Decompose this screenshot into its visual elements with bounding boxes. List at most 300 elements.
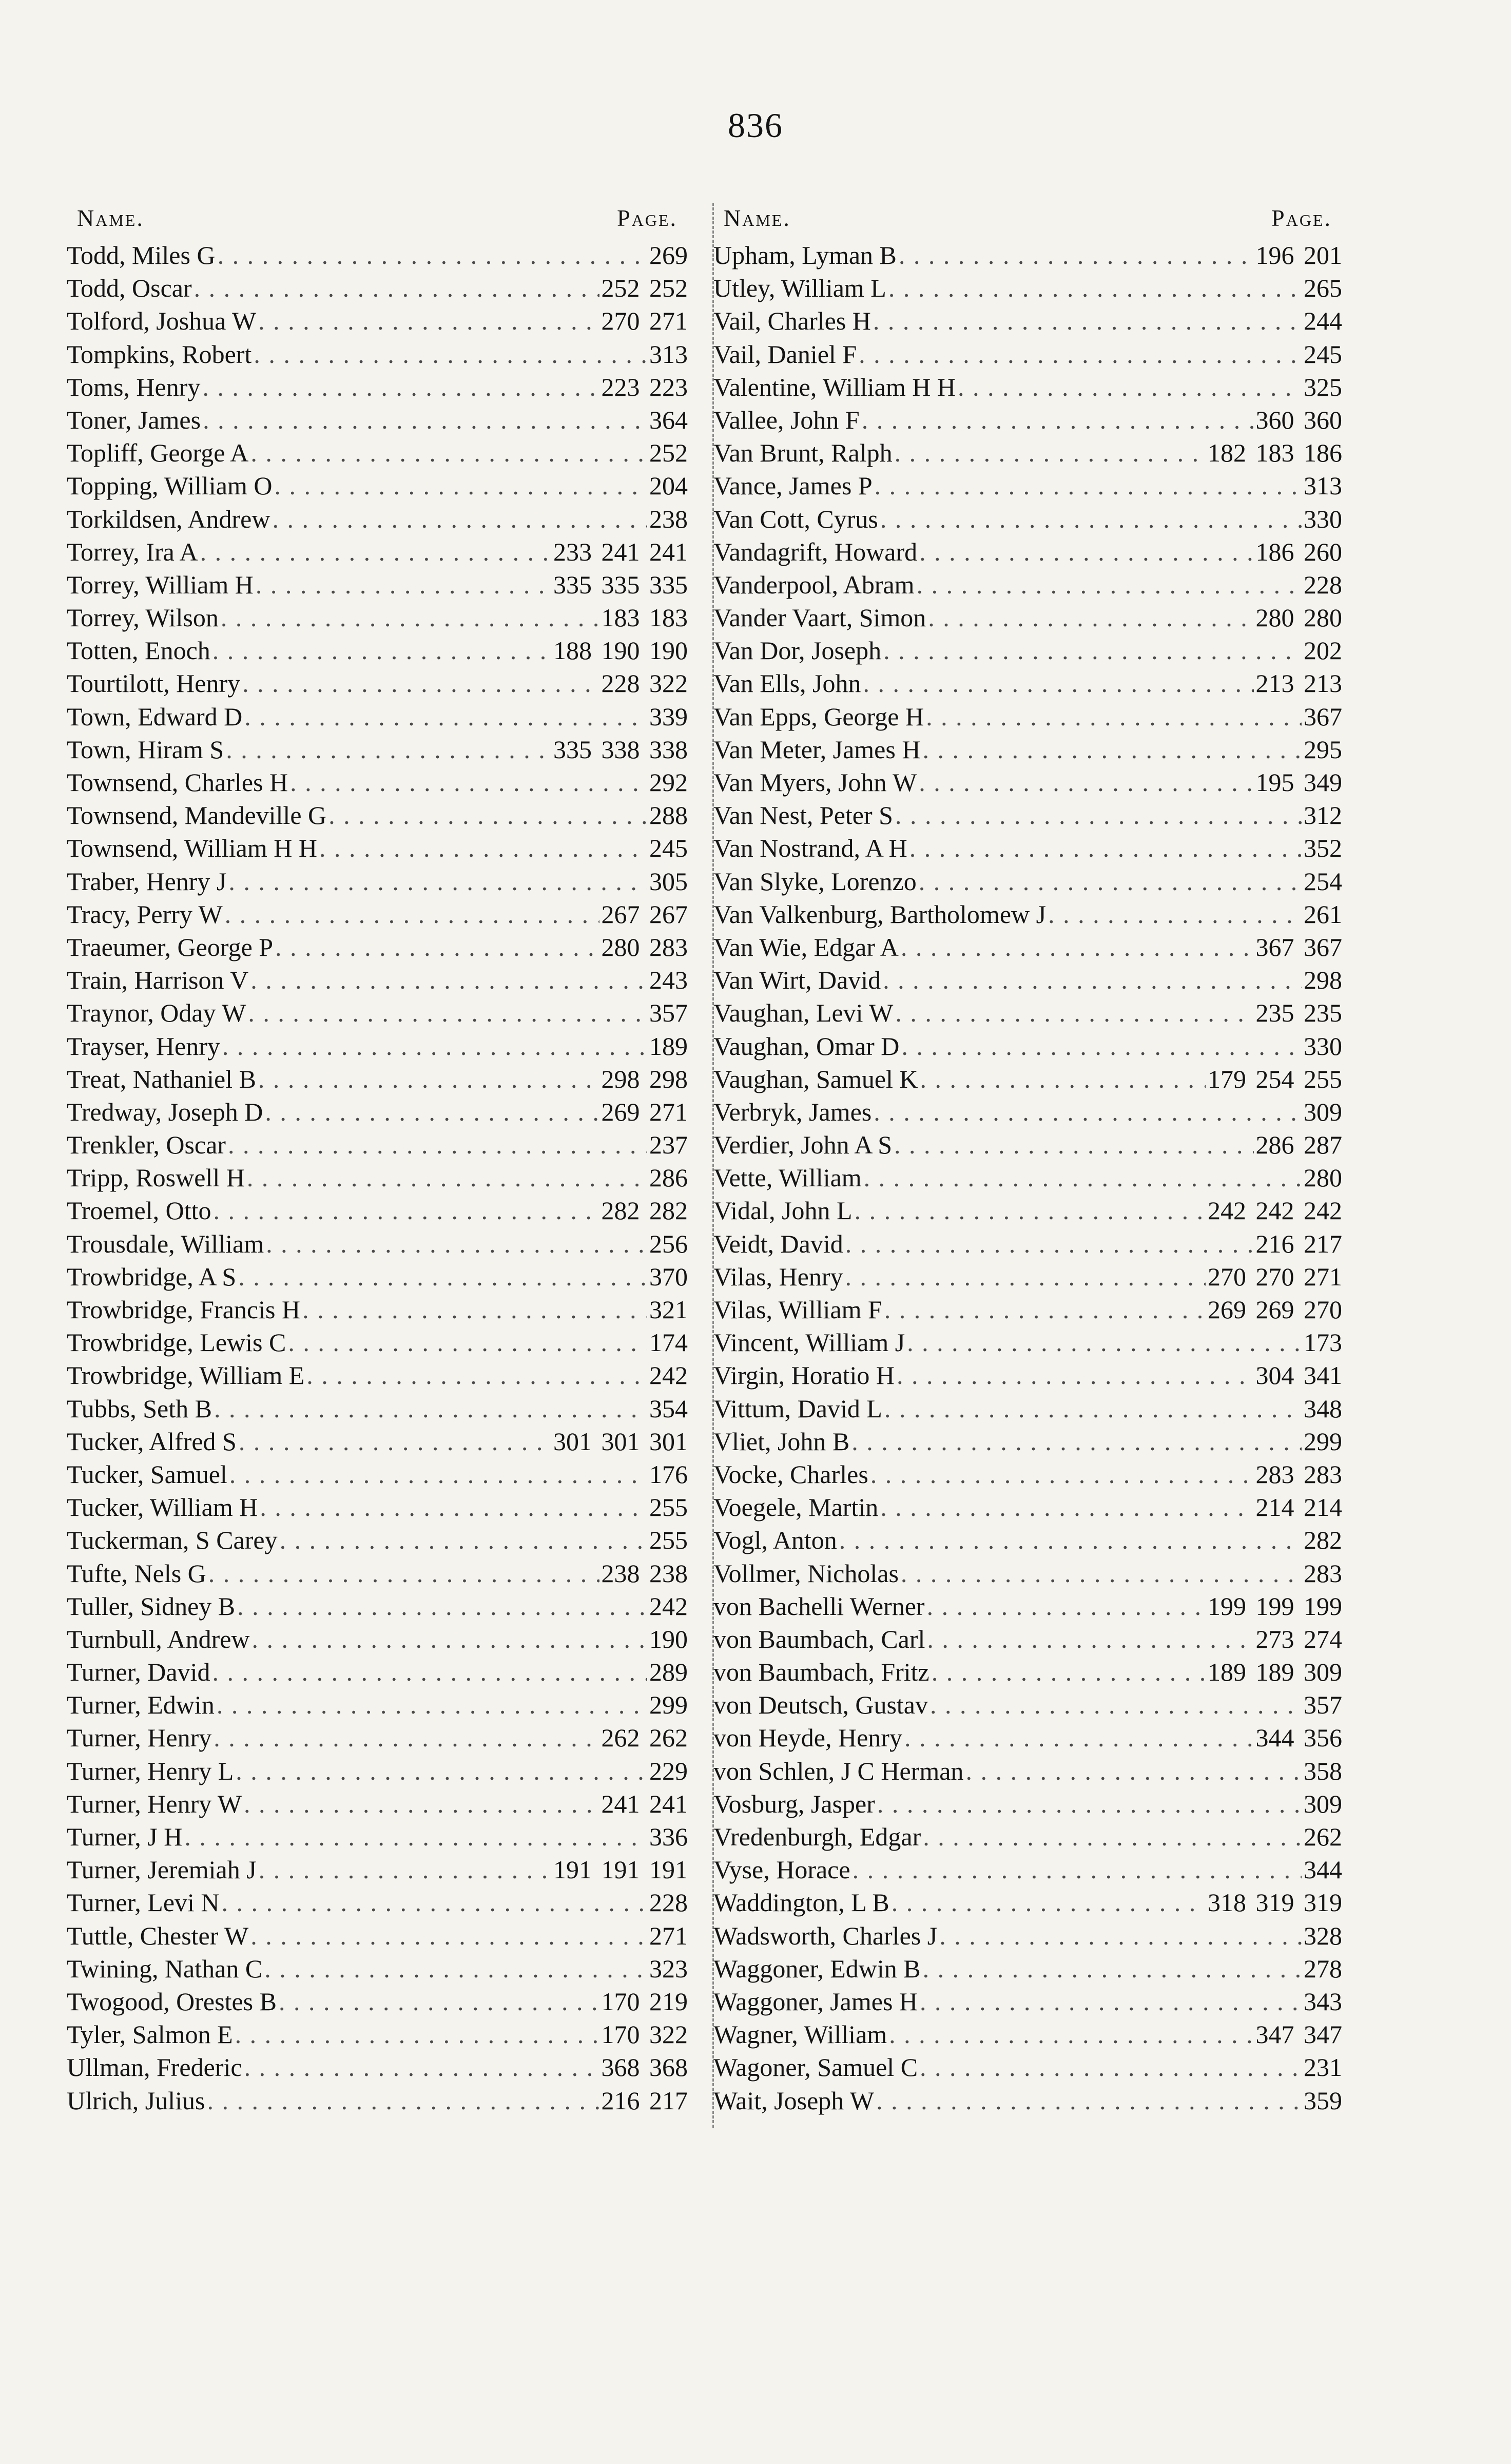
dot-leader <box>208 1557 599 1590</box>
index-entry <box>67 469 688 502</box>
entry-name: Waddington, L B <box>713 1888 889 1917</box>
entry-name: Vallee, John F <box>713 405 860 434</box>
index-entry <box>713 338 1342 371</box>
entry-name: Townsend, William H H <box>67 834 317 863</box>
index-entry <box>67 503 688 535</box>
entry-name: Vocke, Charles <box>713 1459 868 1489</box>
dot-leader <box>880 1491 1253 1524</box>
index-entry <box>67 272 688 304</box>
entry-name: Tracy, Perry W <box>67 899 223 929</box>
index-entry <box>713 1359 1342 1392</box>
entry-pages: 295 <box>1304 735 1342 764</box>
entry-name: Van Myers, John W <box>713 768 917 797</box>
entry-name: Virgin, Horatio H <box>713 1361 895 1390</box>
index-entry <box>713 1425 1342 1458</box>
entry-name: Vogl, Anton <box>713 1526 837 1555</box>
index-entry <box>67 1458 688 1491</box>
dot-leader <box>875 469 1302 502</box>
dot-leader <box>920 1063 1206 1095</box>
dot-leader <box>212 1656 647 1688</box>
dot-leader <box>244 700 647 733</box>
left-entry-list <box>67 239 688 2117</box>
index-entry <box>713 1952 1342 1985</box>
entry-pages: 196 201 <box>1255 241 1342 270</box>
entry-pages: 243 <box>649 966 688 995</box>
index-entry <box>67 898 688 931</box>
entry-pages: 304 341 <box>1255 1361 1342 1390</box>
entry-pages: 298 <box>1304 966 1342 995</box>
entry-pages: 255 <box>649 1493 688 1522</box>
entry-name: Train, Harrison V <box>67 966 249 995</box>
index-entry <box>67 1425 688 1458</box>
index-entry <box>67 931 688 964</box>
entry-name: Van Brunt, Ralph <box>713 438 893 468</box>
entry-pages: 298 298 <box>601 1064 688 1093</box>
index-entry <box>713 1063 1342 1095</box>
entry-name: Tuttle, Chester W <box>67 1921 249 1950</box>
dot-leader <box>927 1590 1206 1623</box>
index-entry <box>713 1128 1342 1161</box>
entry-pages: 357 <box>649 998 688 1028</box>
entry-name: Vilas, William F <box>713 1295 882 1324</box>
entry-name: Topping, William O <box>67 471 273 500</box>
dot-leader <box>221 601 599 634</box>
dot-leader <box>247 1161 647 1194</box>
dot-leader <box>229 1458 647 1491</box>
entry-pages: 344 <box>1304 1855 1342 1884</box>
index-entry <box>67 1853 688 1886</box>
entry-name: Traeumer, George P <box>67 932 274 961</box>
index-entry <box>713 1030 1342 1063</box>
entry-pages: 330 <box>1304 504 1342 533</box>
entry-name: Torkildsen, Andrew <box>67 504 270 533</box>
entry-name: Wadsworth, Charles J <box>713 1921 938 1950</box>
dot-leader <box>904 1721 1254 1754</box>
index-entry <box>713 2084 1342 2117</box>
dot-leader <box>864 1161 1302 1194</box>
entry-pages: 347 347 <box>1255 2020 1342 2049</box>
index-entry <box>713 1557 1342 1590</box>
entry-name: Van Dor, Joseph <box>713 636 882 665</box>
index-entry <box>67 1359 688 1392</box>
entry-pages: 216 217 <box>1255 1229 1342 1258</box>
dot-leader <box>923 1820 1302 1853</box>
index-entry <box>713 1590 1342 1623</box>
dot-leader <box>288 1326 647 1359</box>
entry-pages: 321 <box>649 1295 688 1324</box>
entry-name: Vyse, Horace <box>713 1855 850 1884</box>
dot-leader <box>901 1030 1302 1063</box>
dot-leader <box>236 1755 647 1787</box>
dot-leader <box>214 1392 647 1425</box>
index-entry <box>67 865 688 898</box>
dot-leader <box>895 799 1302 832</box>
dot-leader <box>927 1623 1253 1656</box>
dot-leader <box>265 1095 599 1128</box>
index-entry <box>713 1293 1342 1326</box>
entry-pages: 370 <box>649 1262 688 1291</box>
entry-pages: 189 <box>649 1031 688 1061</box>
entry-pages: 233 241 241 <box>553 537 688 566</box>
index-entry <box>67 436 688 469</box>
entry-name: Vilas, Henry <box>713 1262 843 1291</box>
entry-pages: 344 356 <box>1255 1723 1342 1753</box>
dot-leader <box>920 1985 1302 2018</box>
dot-leader <box>225 898 599 931</box>
entry-name: Townsend, Charles H <box>67 768 288 797</box>
entry-pages: 235 235 <box>1255 998 1342 1028</box>
entry-name: Vosburg, Jasper <box>713 1789 875 1818</box>
dot-leader <box>897 1359 1254 1392</box>
dot-leader <box>863 667 1254 700</box>
entry-name: Trousdale, William <box>67 1229 264 1258</box>
index-entry <box>713 1721 1342 1754</box>
index-entry <box>713 700 1342 733</box>
dot-leader <box>884 1293 1206 1326</box>
index-entry <box>67 2051 688 2084</box>
index-entry <box>713 832 1342 864</box>
entry-pages: 336 <box>649 1822 688 1851</box>
dot-leader <box>889 2018 1253 2051</box>
entry-pages: 245 <box>649 834 688 863</box>
index-entry <box>713 766 1342 799</box>
index-entry <box>67 239 688 272</box>
entry-name: Treat, Nathaniel B <box>67 1064 256 1093</box>
entry-pages: 286 <box>649 1163 688 1192</box>
entry-pages: 269 <box>649 241 688 270</box>
dot-leader <box>932 1656 1206 1688</box>
entry-pages: 270 271 <box>601 306 688 336</box>
entry-pages: 241 241 <box>601 1789 688 1818</box>
entry-name: Traynor, Oday W <box>67 998 246 1028</box>
index-entry <box>713 799 1342 832</box>
dot-leader <box>244 1787 599 1820</box>
entry-name: Torrey, Ira A <box>67 537 198 566</box>
entry-name: Tompkins, Robert <box>67 339 252 369</box>
entry-name: Wagner, William <box>713 2020 887 2049</box>
entry-pages: 228 322 <box>601 669 688 698</box>
entry-name: Vance, James P <box>713 471 873 500</box>
entry-name: von Baumbach, Carl <box>713 1624 925 1653</box>
index-entry <box>713 931 1342 964</box>
dot-leader <box>939 1919 1302 1952</box>
entry-pages: 367 367 <box>1255 932 1342 961</box>
index-entry <box>67 1820 688 1853</box>
entry-name: Todd, Miles G <box>67 241 216 270</box>
entry-pages: 199 199 199 <box>1208 1591 1342 1621</box>
entry-name: Van Slyke, Lorenzo <box>713 867 917 896</box>
index-entry <box>67 996 688 1029</box>
entry-name: Vandagrift, Howard <box>713 537 918 566</box>
entry-name: Van Nostrand, A H <box>713 834 907 863</box>
entry-name: Verdier, John A S <box>713 1130 892 1160</box>
index-entry <box>713 503 1342 535</box>
dot-leader <box>874 1095 1302 1128</box>
dot-leader <box>275 931 599 964</box>
entry-name: Toms, Henry <box>67 372 201 401</box>
entry-name: Townsend, Mandeville G <box>67 801 327 830</box>
entry-name: Vail, Charles H <box>713 306 871 336</box>
dot-leader <box>845 1260 1206 1293</box>
entry-pages: 189 189 309 <box>1208 1658 1342 1687</box>
entry-pages: 237 <box>649 1130 688 1160</box>
dot-leader <box>250 1919 647 1952</box>
dot-leader <box>244 2051 599 2084</box>
dot-leader <box>876 2084 1302 2117</box>
entry-name: Voegele, Martin <box>713 1493 879 1522</box>
entry-name: Vincent, William J <box>713 1328 905 1357</box>
dot-leader <box>855 1194 1206 1227</box>
entry-pages: 213 213 <box>1255 669 1342 698</box>
entry-pages: 313 <box>649 339 688 369</box>
dot-leader <box>880 503 1302 535</box>
page-header: Page. <box>1271 205 1332 231</box>
index-entry <box>67 1194 688 1227</box>
dot-leader <box>862 403 1254 436</box>
dot-leader <box>250 964 647 996</box>
dot-leader <box>888 272 1302 304</box>
dot-leader <box>252 1623 647 1656</box>
dot-leader <box>235 2018 599 2051</box>
index-entry <box>713 403 1342 436</box>
entry-name: Tripp, Roswell H <box>67 1163 245 1192</box>
index-entry <box>713 1688 1342 1721</box>
index-entry <box>67 766 688 799</box>
dot-leader <box>920 2051 1302 2084</box>
dot-leader <box>228 865 647 898</box>
dot-leader <box>851 1425 1302 1458</box>
entry-name: Topliff, George A <box>67 438 249 468</box>
entry-pages: 183 183 <box>601 603 688 632</box>
entry-name: Trayser, Henry <box>67 1031 220 1061</box>
entry-pages: 252 252 <box>601 274 688 303</box>
index-entry <box>713 898 1342 931</box>
entry-name: Vredenburgh, Edgar <box>713 1822 921 1851</box>
entry-name: Vaughan, Levi W <box>713 998 894 1028</box>
index-entry <box>67 1524 688 1556</box>
entry-pages: 176 <box>649 1459 688 1489</box>
entry-pages: 229 <box>649 1756 688 1785</box>
entry-pages: 238 <box>649 504 688 533</box>
entry-pages: 330 <box>1304 1031 1342 1061</box>
entry-name: Waggoner, Edwin B <box>713 1954 921 1983</box>
index-entry <box>713 733 1342 766</box>
entry-pages: 242 242 242 <box>1208 1196 1342 1225</box>
dot-leader <box>237 1590 647 1623</box>
entry-pages: 364 <box>649 405 688 434</box>
entry-name: Upham, Lyman B <box>713 241 897 270</box>
index-entry <box>713 1755 1342 1787</box>
entry-name: Valentine, William H H <box>713 372 956 401</box>
left-column <box>67 198 688 2117</box>
entry-pages: 223 223 <box>601 372 688 401</box>
dot-leader <box>290 766 647 799</box>
entry-name: Verbryk, James <box>713 1097 872 1126</box>
entry-name: Todd, Oscar <box>67 274 192 303</box>
entry-pages: 299 <box>649 1690 688 1720</box>
index-entry <box>713 964 1342 996</box>
entry-pages: 335 338 338 <box>553 735 688 764</box>
entry-name: von Heyde, Henry <box>713 1723 902 1753</box>
entry-pages: 202 <box>1304 636 1342 665</box>
entry-name: Van Ells, John <box>713 669 861 698</box>
entry-pages: 360 360 <box>1255 405 1342 434</box>
entry-name: Vanderpool, Abram <box>713 570 915 599</box>
index-entry <box>713 1656 1342 1688</box>
entry-name: Town, Hiram S <box>67 735 224 764</box>
entry-name: Turner, Levi N <box>67 1888 220 1917</box>
index-entry <box>67 1787 688 1820</box>
name-header: Name. <box>77 205 144 231</box>
entry-pages: 359 <box>1304 2086 1342 2115</box>
entry-name: von Bachelli Werner <box>713 1591 925 1621</box>
entry-name: Ullman, Frederic <box>67 2053 242 2082</box>
dot-leader <box>884 1392 1302 1425</box>
entry-pages: 179 254 255 <box>1208 1064 1342 1093</box>
entry-name: Twogood, Orestes B <box>67 1987 277 2016</box>
entry-name: Trowbridge, Francis H <box>67 1295 301 1324</box>
entry-pages: 358 <box>1304 1756 1342 1785</box>
entry-name: Vaughan, Omar D <box>713 1031 900 1061</box>
entry-name: Trowbridge, A S <box>67 1262 237 1291</box>
entry-pages: 278 <box>1304 1954 1342 1983</box>
entry-name: Utley, William L <box>713 274 886 303</box>
index-entry <box>67 1063 688 1095</box>
dot-leader <box>266 1227 647 1260</box>
entry-name: Van Wirt, David <box>713 966 881 995</box>
index-entry <box>67 1919 688 1952</box>
dot-leader <box>242 667 599 700</box>
entry-name: Tuller, Sidney B <box>67 1591 236 1621</box>
entry-pages: 352 <box>1304 834 1342 863</box>
entry-pages: 280 280 <box>1255 603 1342 632</box>
entry-name: Vander Vaart, Simon <box>713 603 926 632</box>
entry-pages: 261 <box>1304 899 1342 929</box>
dot-leader <box>895 436 1206 469</box>
dot-leader <box>909 832 1302 864</box>
index-entry <box>713 667 1342 700</box>
index-entry <box>67 568 688 601</box>
entry-pages: 216 217 <box>601 2086 688 2115</box>
dot-leader <box>306 1359 647 1392</box>
dot-leader <box>226 733 551 766</box>
entry-name: Tourtilott, Henry <box>67 669 241 698</box>
entry-pages: 228 <box>649 1888 688 1917</box>
dot-leader <box>901 931 1254 964</box>
index-entry <box>713 1458 1342 1491</box>
entry-pages: 283 283 <box>1255 1459 1342 1489</box>
index-entry <box>67 535 688 568</box>
entry-name: Torrey, William H <box>67 570 254 599</box>
dot-leader <box>200 535 551 568</box>
entry-pages: 173 <box>1304 1328 1342 1357</box>
dot-leader <box>919 865 1302 898</box>
entry-name: Van Cott, Cyrus <box>713 504 878 533</box>
index-entry <box>713 1886 1342 1919</box>
index-entry <box>713 535 1342 568</box>
page-header: Page. <box>617 205 677 231</box>
dot-leader <box>958 371 1302 403</box>
index-entry <box>713 1194 1342 1227</box>
entry-pages: 348 <box>1304 1394 1342 1423</box>
entry-pages: 182 183 186 <box>1208 438 1342 468</box>
entry-name: Tubbs, Seth B <box>67 1394 212 1423</box>
entry-pages: 188 190 190 <box>553 636 688 665</box>
dot-leader <box>275 469 648 502</box>
entry-name: Vail, Daniel F <box>713 339 857 369</box>
entry-name: Tolford, Joshua W <box>67 306 257 336</box>
entry-pages: 204 <box>649 471 688 500</box>
index-entry <box>67 1260 688 1293</box>
index-entry <box>713 239 1342 272</box>
dot-leader <box>894 1128 1254 1161</box>
entry-name: Troemel, Otto <box>67 1196 211 1225</box>
entry-pages: 313 <box>1304 471 1342 500</box>
dot-leader <box>260 1491 647 1524</box>
right-column-header <box>713 198 1342 239</box>
index-entry <box>713 1260 1342 1293</box>
entry-name: Turner, Jeremiah J <box>67 1855 257 1884</box>
entry-pages: 325 <box>1304 372 1342 401</box>
entry-pages: 305 <box>649 867 688 896</box>
index-entry <box>713 1524 1342 1556</box>
index-entry <box>713 1392 1342 1425</box>
index-entry <box>67 1886 688 1919</box>
dot-leader <box>228 1128 647 1161</box>
entry-name: Tucker, Alfred S <box>67 1427 237 1456</box>
entry-name: Vaughan, Samuel K <box>713 1064 918 1093</box>
dot-leader <box>279 1985 599 2018</box>
entry-name: Twining, Nathan C <box>67 1954 263 1983</box>
index-entry <box>713 1227 1342 1260</box>
index-entry <box>67 964 688 996</box>
dot-leader <box>965 1755 1302 1787</box>
dot-leader <box>877 1787 1302 1820</box>
dot-leader <box>883 634 1302 667</box>
dot-leader <box>870 1458 1254 1491</box>
index-entry <box>713 272 1342 304</box>
entry-pages: 282 282 <box>601 1196 688 1225</box>
entry-name: Toner, James <box>67 405 201 434</box>
entry-pages: 231 <box>1304 2053 1342 2082</box>
dot-leader <box>259 1853 551 1886</box>
entry-pages: 335 335 335 <box>553 570 688 599</box>
dot-leader <box>859 338 1302 371</box>
entry-pages: 343 <box>1304 1987 1342 2016</box>
entry-pages: 286 287 <box>1255 1130 1342 1160</box>
entry-pages: 267 267 <box>601 899 688 929</box>
index-entry <box>713 1161 1342 1194</box>
index-entry <box>713 634 1342 667</box>
dot-leader <box>222 1030 647 1063</box>
dot-leader <box>238 1260 647 1293</box>
index-entry <box>713 1919 1342 1952</box>
index-entry <box>713 1623 1342 1656</box>
entry-name: Tucker, William H <box>67 1493 258 1522</box>
entry-name: Van Wie, Edgar A <box>713 932 899 961</box>
dot-leader <box>919 766 1253 799</box>
entry-name: Waggoner, James H <box>713 1987 918 2016</box>
entry-name: Turner, Edwin <box>67 1690 215 1720</box>
entry-name: Vliet, John B <box>713 1427 850 1456</box>
entry-pages: 357 <box>1304 1690 1342 1720</box>
entry-pages: 339 <box>649 702 688 731</box>
entry-name: Traber, Henry J <box>67 867 227 896</box>
entry-name: Tufte, Nels G <box>67 1558 206 1588</box>
index-entry <box>67 1392 688 1425</box>
entry-pages: 318 319 319 <box>1208 1888 1342 1917</box>
entry-pages: 270 270 271 <box>1208 1262 1342 1291</box>
